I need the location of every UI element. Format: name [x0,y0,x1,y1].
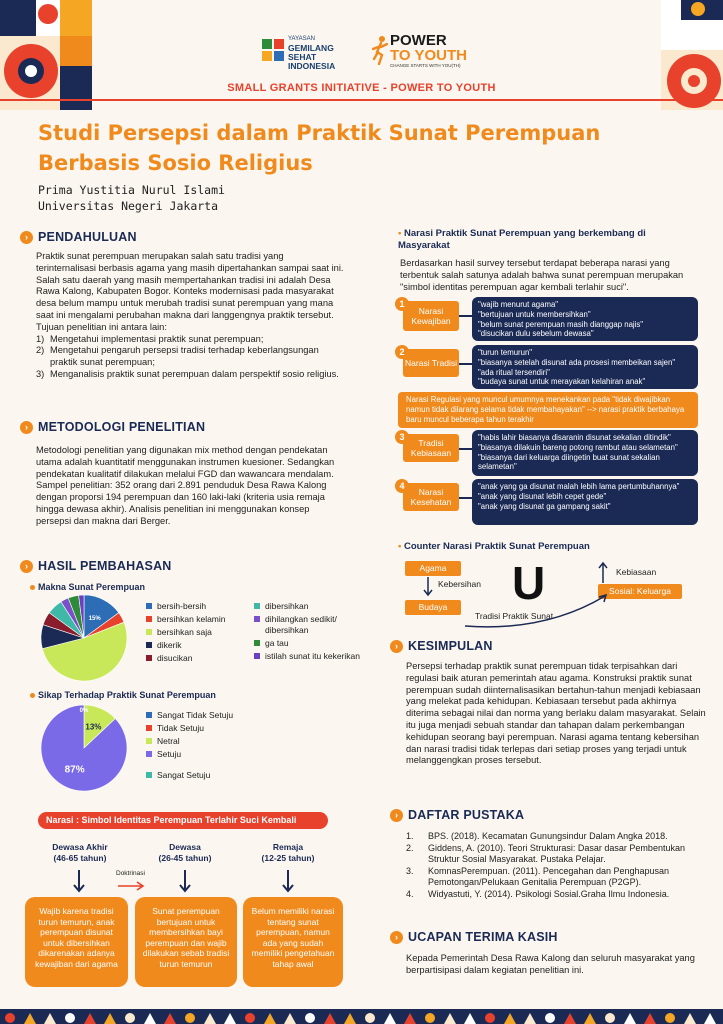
reference-number: 1. [406,831,414,841]
legend-swatch [146,738,152,744]
narasi-number: 1 [395,297,409,311]
legend-swatch [146,616,152,622]
section-heading-terima-kasih [390,930,558,944]
narasi-number: 3 [395,430,409,444]
reference-text: Widyastuti, Y. (2014). Psikologi Sosial.Graha Ilmu Indonesia. [428,888,670,899]
legend-item [146,723,276,734]
counter-u-letter: U [512,557,546,609]
makna-chart-title: Makna Sunat Perempuan [30,582,145,592]
ygsi-line3: SEHAT [288,52,317,62]
chevron-right-icon: › [20,231,33,244]
author-name: Prima Yustitia Nurul Islami [38,183,225,197]
narasi-intro-text: Berdasarkan hasil survey tersebut terdapat beberapa narasi yang terbentuk salah satunya adalah bahwa sunat perempuan merupakan "simbol identitas perempuan agar kembali terlahir suci". [400,258,684,292]
connector-line [459,315,472,317]
counter-arrows [395,557,705,640]
legend-swatch [146,642,152,648]
narasi-quotes: "wajib menurut agama" "bertujuan untuk membersihkan" "belum sunat perempuan masih dianggap najis" "disucikan dulu sebelum dewasa" [472,297,698,341]
legend-item [146,614,256,625]
runner-icon [372,35,388,65]
goal-item [36,345,346,369]
strip-shape [65,1013,75,1023]
stage-remaja [248,842,328,864]
chevron-right-icon: › [390,640,403,653]
narasi-label: Narasi Tradisi [403,349,459,377]
stage-name: Dewasa [169,842,201,852]
stage-dewasa-akhir [40,842,120,864]
legend-label: bersihkan kelamin [157,614,226,624]
narasi-label: Narasi Kesehatan [403,483,459,511]
legend-item [254,601,364,612]
sikap-pie-chart [40,704,128,792]
section-heading-hasil [20,559,172,573]
sikap-legend [146,710,276,783]
simbol-box-dewasa: Sunat perempuan bertujuan untuk membersihkan bayi perempuan dan wajib dilakukan sebab tradisi turun temurun [135,897,237,987]
narasi-item-3 [395,430,700,476]
kesimpulan-heading: KESIMPULAN [408,639,493,653]
pie-data-label: 0% [79,708,89,714]
legend-swatch [146,772,152,778]
legend-item [146,749,276,760]
counter-title-text: Counter Narasi Praktik Sunat Perempuan [403,541,590,552]
strip-shape [125,1013,135,1023]
strip-shape [5,1013,15,1023]
narasi-quotes: "anak yang ga disunat malah lebih lama pertumbuhannya" "anak yang disunat lebih cepet gede" "anak yang disunat ga gampang sakit" [472,479,698,525]
strip-shape [245,1013,255,1023]
stage-dewasa [145,842,225,864]
strip-shape [545,1013,555,1023]
arrow-down-icon [180,870,190,891]
hasil-heading: HASIL PEMBAHASAN [38,559,172,573]
legend-swatch [146,725,152,731]
makna-legend-right [254,601,364,664]
power-to-youth-logo [390,33,467,68]
narasi-label: Narasi Kewajiban [403,301,459,331]
ygsi-logo-text [288,35,335,71]
author-affiliation: Universitas Negeri Jakarta [38,199,219,213]
goal-item [36,369,346,381]
strip-shape [365,1013,375,1023]
reference-text: BPS. (2018). Kecamatan Gunungsindur Dalam Angka 2018. [428,831,668,841]
narasi-number: 2 [395,345,409,359]
legend-item [146,710,276,721]
counter-title: • Counter Narasi Praktik Sunat Perempuan [398,541,590,552]
section-heading-kesimpulan [390,639,493,653]
header-divider [0,99,723,101]
reference-number: 3. [406,865,414,876]
arrow-right-icon [118,882,143,890]
legend-swatch [254,653,260,659]
legend-swatch [146,629,152,635]
section-heading-metodologi [20,420,205,434]
legend-label: Tidak Setuju [157,723,204,733]
pendahuluan-paragraph: Praktik sunat perempuan merupakan salah satu tradisi yang terinternalisasi berbasis agama yang masih dipertahankan sampai saat ini. Salah satu daerah yang masih mempertahankan tradisi ini adalah Desa Rawa Kalong, Kabupaten Bogor. Konteks modernisasi pada masyarakat desa belum mampu untuk merubah tradisi sunat perempuan yang mana saat ini mengalami perubahan makna dari langgengnya praktik tersebut. [36,251,344,320]
kesimpulan-paragraph: Persepsi terhadap praktik sunat perempuan tidak terpisahkan dari regulasi baik aturan pemerintah atau agama. Konstruksi praktik sunat perempuan sudah diinternalisasikan bertahun-tahun menjadi kebiasaan yang melekat pada kehidupan. Kebiasaan tersebut pada akhirnya diterima sebagai nilai dan norma yang berlaku dalam masyarakat. Selain itu juga menjadi sebuah standar dan tahapan dalam perkembangan kehidupan seorang bayi perempuan. Narasi agama tentang kebersihan dan narasi tradisi tidak terlepas dari setiap proses yang terjadi untuk melanggengkan proses tersebut. [406,661,706,766]
curved-arrow [465,596,605,627]
pie-data-label: 87% [64,764,85,776]
reference-list [406,831,706,900]
strip-shape [485,1013,495,1023]
metodologi-body [36,445,338,528]
pie-data-label: 15% [88,615,101,622]
reference-number: 2. [406,842,414,853]
connector-line [459,497,472,499]
arrow-down-icon [424,577,432,595]
narasi-title-text: Narasi Praktik Sunat Perempuan yang berkembang di Masyarakat [398,228,646,251]
legend-item [146,627,256,638]
simbol-banner: Narasi : Simbol Identitas Perempuan Terlahir Suci Kembali [38,812,328,829]
goal-text: Menganalisis praktik sunat perempuan dalam perspektif sosio religius. [50,368,339,379]
strip-shape [185,1013,195,1023]
ygsi-logo-icon [262,39,284,61]
terima-kasih-paragraph: Kepada Pemerintah Desa Rawa Kalong dan seluruh masyarakat yang berpartisipasi dalam kegiatan penelitian ini. [406,953,695,975]
pustaka-heading: DAFTAR PUSTAKA [408,808,525,822]
narasi-item-1 [395,297,700,341]
legend-swatch [254,616,260,622]
legend-label: bersih-bersih [157,601,207,611]
counter-sosial-box: Sosial: Keluarga [598,584,682,599]
narasi-label: Tradisi Kebiasaan [403,434,459,462]
header-logos [262,33,482,73]
legend-swatch [254,640,260,646]
narasi-quotes: "turun temurun" "biasanya setelah disunat ada prosesi membeikan sajen" "ada ritual tersendiri" "budaya sunat untuk merayakan kelahiran anak" [472,345,698,389]
legend-label: Sangat Setuju [157,769,211,780]
chevron-right-icon: › [20,421,33,434]
legend-label: bersihkan saja [157,627,212,637]
pty-line1: POWER [390,32,447,49]
stage-arrows [0,866,340,898]
arrow-up-icon [599,563,607,583]
sikap-chart-title: Sikap Terhadap Praktik Sunat Perempuan [30,690,216,700]
title-line2: Berbasis Sosio Religius [38,151,313,175]
goal-number: 1) [36,333,45,344]
counter-tradisi-label: Tradisi Praktik Sunat [475,611,554,621]
narasi-number: 4 [395,479,409,493]
goal-text: Mengetahui pengaruh persepsi tradisi terhadap keberlangsungan praktik sunat perempuan; [50,345,319,368]
connector-line [459,448,472,450]
pendahuluan-body [36,251,346,381]
goal-number: 3) [36,368,45,379]
poster-title [38,118,678,178]
counter-agama-box: Agama [405,561,461,576]
legend-swatch [146,603,152,609]
stage-age: (46-65 tahun) [53,853,107,863]
legend-item [254,614,364,635]
narasi-title: • Narasi Praktik Sunat Perempuan yang berkembang di Masyarakat [398,228,646,251]
title-line1: Studi Persepsi dalam Praktik Sunat Perempuan [38,121,601,145]
ygsi-line4: INDONESIA [288,61,336,71]
reference-text: Giddens, A. (2010). Teori Strukturasi: Dasar dasar Pembentukan Struktur Sosial Masyarakat. Pustaka Pelajar. [428,842,685,864]
section-heading-pendahuluan [20,230,137,244]
reference-item [406,831,706,843]
stage-name: Dewasa Akhir [52,842,108,852]
pty-line2: TO YOUTH [390,47,467,64]
counter-kebersihan-label: Kebersihan [438,579,482,589]
connector-line [459,363,472,365]
goal-number: 2) [36,345,45,356]
legend-item [254,651,364,662]
legend-item [146,770,276,781]
bottom-decoration [0,1009,723,1024]
section-heading-pustaka [390,808,524,822]
stage-name: Remaja [272,842,304,852]
legend-swatch [146,655,152,661]
legend-label: dibersihkan [265,601,309,611]
legend-label: dikerik [157,640,182,650]
reference-text: KomnasPerempuan. (2011). Pencegahan dan Penghapusan Pemotongan/Pelukaan Genitalia Perempuan (P2GP). [428,865,670,887]
legend-item [146,640,256,651]
simbol-box-remaja: Belum memiliki narasi tentang sunat perempuan, namun ada yang sudah memiliki pengetahuan tahap awal [243,897,343,987]
makna-pie-chart [40,594,128,682]
strip-shape [425,1013,435,1023]
stage-age: (12-25 tahun) [261,853,315,863]
chevron-right-icon: › [390,809,403,822]
legend-item [146,653,256,664]
narasi-regulasi: Narasi Regulasi yang muncul umumnya menekankan pada "tidak diwajibkan namun tidak dilarang selama tidak membahayakan" --> narasi praktik berbahaya baru muncul beberapa tahun terakhir [398,392,698,428]
program-name: SMALL GRANTS INITIATIVE - POWER TO YOUTH [227,82,496,94]
legend-label: ga tau [265,637,289,648]
pendahuluan-heading: PENDAHULUAN [38,230,137,244]
strip-shape [605,1013,615,1023]
strip-shape [305,1013,315,1023]
ygsi-line1: YAYASAN [288,36,316,42]
legend-swatch [254,603,260,609]
narasi-quotes: "habis lahir biasanya disaranin disunat sekalian ditindik" "biasanya dilakuin bareng potong rambut atau selametan" "biasanya dari keluarga diingetin buat sunat sekalian selametan" [472,430,698,476]
legend-item [254,638,364,649]
terima-kasih-heading: UCAPAN TERIMA KASIH [408,930,558,944]
doktrinasi-label: Doktrinasi [116,870,145,877]
counter-kebiasaan-label: Kebiasaan [616,567,657,577]
metodologi-paragraph: Metodologi penelitian yang digunakan mix method dengan pendekatan utama adalah kuantitatif menggunakan instrumen kuesioner. Sedangkan pendekatan kualitatif dilakukan melalui FGD dan wawancara mendalam. Sampel penelitian: 352 orang dari 2.891 penduduk Desa Rawa Kalong dengan proporsi 194 perempuan dan 160 laki-laki (kriteria usia remaja hingga dewasa akhir). Analisis penelitian ini menggunakan konsep persepsi dan makna dari Berger. [36,445,335,526]
kesimpulan-body [406,661,706,767]
narasi-item-4 [395,479,700,525]
metodologi-heading: METODOLOGI PENELITIAN [38,420,206,434]
pendahuluan-goals-intro: Tujuan penelitian ini antara lain: [36,321,167,332]
pie-data-label: 13% [85,722,102,732]
narasi-intro [400,258,705,293]
legend-item [146,601,256,612]
author-block [38,182,225,214]
legend-swatch [146,751,152,757]
reference-item [406,843,706,866]
legend-item [146,736,276,747]
legend-label: Netral [157,736,180,746]
pty-tagline: CHANGE STARTS WITH YOU(TH) [390,63,461,68]
legend-label: Sangat Tidak Setuju [157,710,234,720]
arrow-down-icon [283,870,293,891]
strip-shape [665,1013,675,1023]
reference-number: 4. [406,888,414,899]
legend-swatch [146,712,152,718]
chevron-right-icon: › [390,931,403,944]
legend-label: disucikan [157,653,193,663]
stage-age: (26-45 tahun) [158,853,212,863]
reference-item [406,889,706,901]
legend-label: Setuju [157,749,182,759]
reference-item [406,866,706,889]
goals-list [36,334,346,381]
goal-item [36,334,346,346]
goal-text: Mengetahui implementasi praktik sunat perempuan; [50,333,264,344]
legend-label: istilah sunat itu kekerikan [265,650,360,661]
terima-kasih-body [406,953,706,977]
chevron-right-icon: › [20,560,33,573]
makna-legend-left [146,601,256,666]
narasi-item-2 [395,345,700,389]
legend-label: dihilangkan sedikit/ dibersihkan [265,614,337,635]
ygsi-line2: GEMILANG [288,43,334,53]
counter-budaya-box: Budaya [405,600,461,615]
simbol-box-dewasa-akhir: Wajib karena tradisi turun temurun, anak perempuan disunat untuk dibersihkan dikarenakan adanya kewajiban dari agama [25,897,128,987]
arrow-down-icon [74,870,84,891]
